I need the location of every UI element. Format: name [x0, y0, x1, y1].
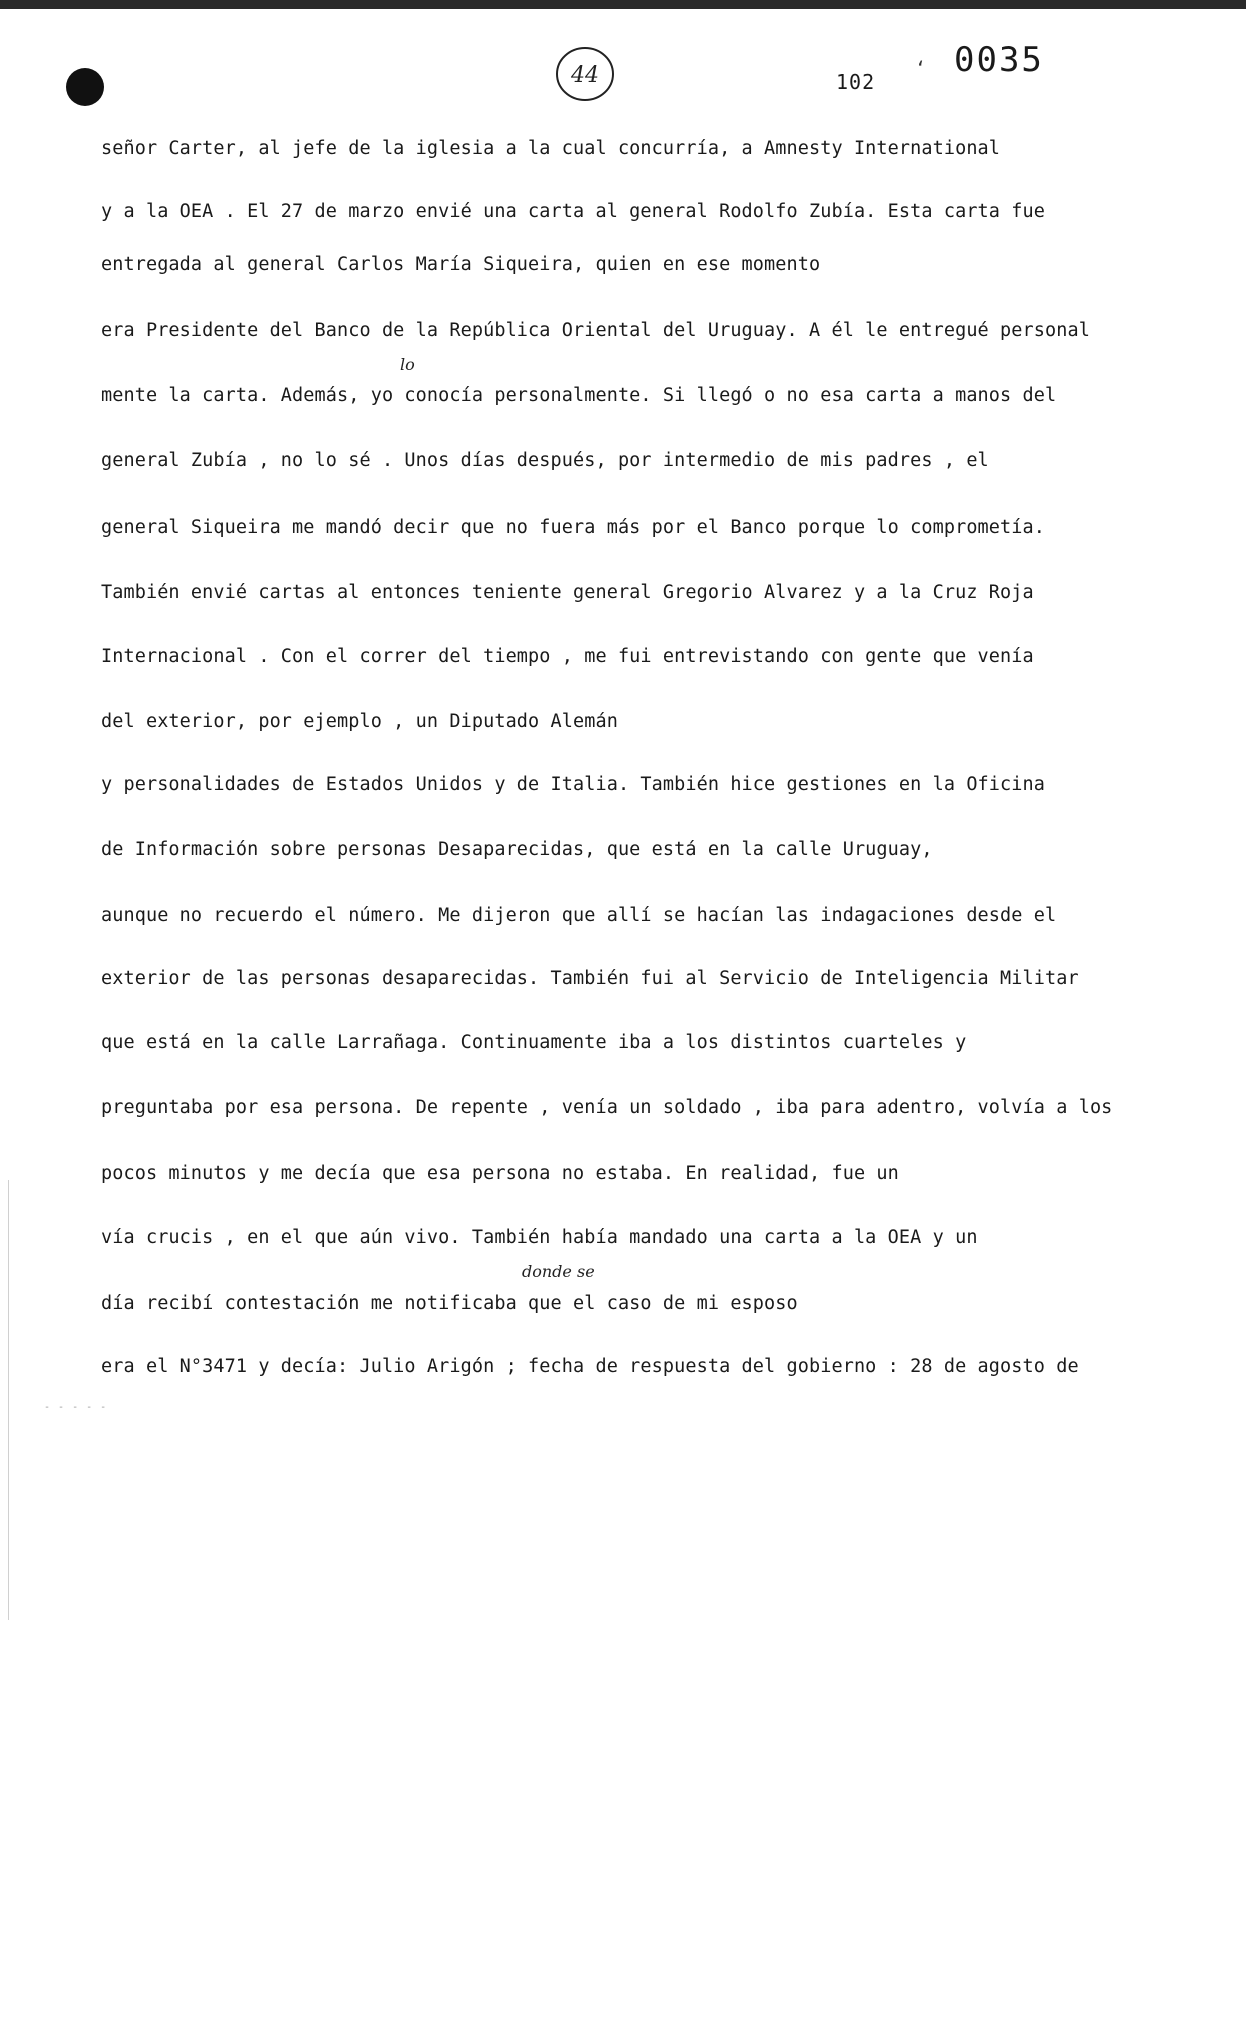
handwritten-note-lo: lo [400, 355, 415, 374]
circled-number-stamp [553, 42, 617, 106]
punch-hole [66, 68, 104, 106]
handwritten-note-donde: donde se [522, 1262, 595, 1281]
page-number: 102 [836, 70, 876, 94]
text-line-16: preguntaba por esa persona. De repente , venía un soldado , iba para adentro, volvía a los [101, 1097, 1113, 1118]
text-line-18: vía crucis , en el que aún vivo. También había mandado una carta a la OEA y un [101, 1227, 978, 1248]
text-line-19: día recibí contestación me notificaba que el caso de mi esposo [101, 1293, 798, 1314]
text-line-6: general Zubía , no lo sé . Unos días después, por intermedio de mis padres , el [101, 450, 989, 471]
scan-margin-line [8, 1180, 9, 1620]
text-line-11: y personalidades de Estados Unidos y de Italia. También hice gestiones en la Oficina [101, 774, 1045, 795]
text-line-14: exterior de las personas desaparecidas. También fui al Servicio de Inteligencia Militar [101, 968, 1079, 989]
text-line-2: y a la OEA . El 27 de marzo envié una carta al general Rodolfo Zubía. Esta carta fue [101, 201, 1045, 222]
text-line-13: aunque no recuerdo el número. Me dijeron que allí se hacían las indagaciones desde el [101, 905, 1057, 926]
text-line-1: señor Carter, al jefe de la iglesia a la cual concurría, a Amnesty International [101, 138, 1001, 159]
text-line-8: También envié cartas al entonces teniente general Gregorio Alvarez y a la Cruz Roja [101, 582, 1034, 603]
text-line-7: general Siqueira me mandó decir que no fuera más por el Banco porque lo comprometía. [101, 517, 1045, 538]
text-line-3: entregada al general Carlos María Siqueira, quien en ese momento [101, 254, 821, 275]
text-line-20: era el N°3471 y decía: Julio Arigón ; fecha de respuesta del gobierno : 28 de agosto de [101, 1356, 1079, 1377]
folio-stamp-number: 0035 [954, 40, 1044, 80]
text-line-12: de Información sobre personas Desaparecidas, que está en la calle Uruguay, [101, 839, 933, 860]
text-line-4: era Presidente del Banco de la República Oriental del Uruguay. A él le entregué personal [101, 320, 1090, 341]
stamp-tick-mark: ‘ [915, 58, 926, 79]
text-line-17: pocos minutos y me decía que esa persona no estaba. En realidad, fue un [101, 1163, 899, 1184]
text-line-15: que está en la calle Larrañaga. Continuamente iba a los distintos cuarteles y [101, 1032, 967, 1053]
margin-dash-mark: - - - - - [44, 1402, 108, 1413]
circled-number-text: 44 [571, 63, 599, 88]
text-line-9: Internacional . Con el correr del tiempo , me fui entrevistando con gente que venía [101, 646, 1034, 667]
text-line-10: del exterior, por ejemplo , un Diputado Alemán [101, 711, 618, 732]
text-line-5: mente la carta. Además, yo conocía personalmente. Si llegó o no esa carta a manos del [101, 385, 1057, 406]
